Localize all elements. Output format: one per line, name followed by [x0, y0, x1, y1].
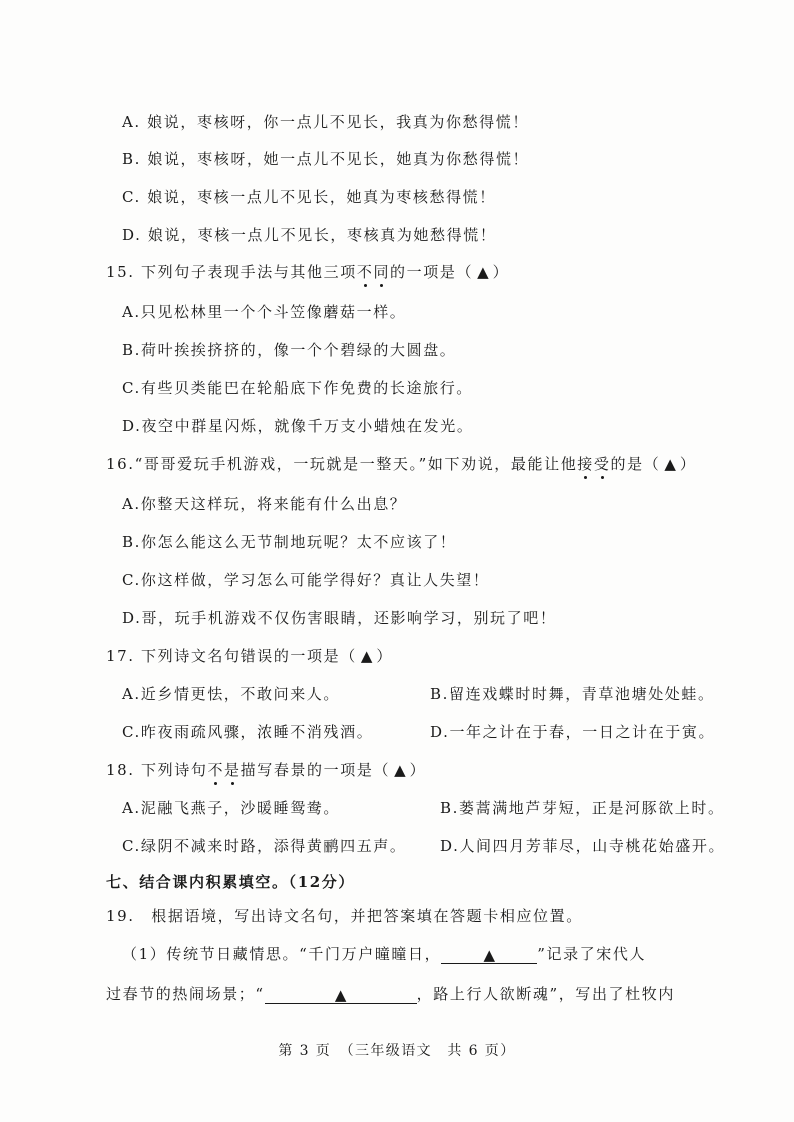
answer-triangle-icon: ▲ — [477, 263, 489, 281]
q15-option-d: D.夜空中群星闪烁，就像千万支小蜡烛在发光。 — [122, 417, 474, 435]
emphasis-char: 同 — [373, 263, 391, 281]
answer-triangle-icon: ▲ — [664, 455, 676, 473]
answer-triangle-icon: ▲ — [394, 761, 406, 779]
answer-triangle-icon: ▲ — [483, 946, 495, 964]
q14-option-b: B. 娘说，枣核呀，她一点儿不见长，她真为你愁得慌！ — [122, 150, 530, 168]
answer-triangle-icon: ▲ — [334, 986, 347, 1004]
q14-option-a: A. 娘说，枣核呀，你一点儿不见长，我真为你愁得慌！ — [122, 113, 529, 131]
q18-option-b: B.蒌蒿满地芦芽短，正是河豚欲上时。 — [440, 799, 725, 817]
q17-option-b: B.留连戏蝶时时舞，青草池塘处处蛙。 — [430, 685, 715, 703]
emphasis-char: 接 — [577, 455, 594, 473]
q18-stem: 18. 下列诗句不是描写春景的一项是（ ▲ ） — [106, 761, 427, 779]
q18-option-c: C.绿阴不减来时路，添得黄鹂四五声。 — [122, 837, 407, 855]
q15-stem: 15. 下列句子表现手法与其他三项不同的一项是（ ▲ ） — [106, 263, 510, 281]
q15-option-c: C.有些贝类能巴在轮船底下作免费的长途旅行。 — [122, 379, 473, 397]
emphasis-char: 不 — [356, 263, 374, 281]
q14-option-d: D. 娘说，枣核一点儿不见长，枣核真为她愁得慌！ — [122, 226, 497, 244]
q19-line-1: （1）传统节日藏情思。“千门万户曈曈日， ▲ ”记录了宋代人 — [122, 945, 647, 964]
q17-option-c: C.昨夜雨疏风骤，浓睡不消残酒。 — [122, 723, 374, 741]
q18-option-d: D.人间四月芳菲尽，山寺桃花始盛开。 — [440, 837, 726, 855]
answer-triangle-icon: ▲ — [360, 647, 373, 665]
answer-blank — [441, 945, 537, 964]
q16-option-b: B.你怎么能这么无节制地玩呢？太不应该了！ — [122, 533, 457, 551]
q14-option-c: C. 娘说，枣核一点儿不见长，她真为枣核愁得慌！ — [122, 188, 496, 206]
emphasis-char: 是 — [224, 761, 241, 779]
q16-option-a: A.你整天这样玩，将来能有什么出息？ — [122, 495, 407, 513]
q16-stem: 16.“哥哥爱玩手机游戏，一玩就是一整天。”如下劝说，最能让他接受的是（ ▲ ） — [106, 455, 697, 473]
answer-blank — [265, 985, 417, 1004]
q17-stem: 17. 下列诗文名句错误的一项是（ ▲ ） — [106, 647, 393, 665]
q17-option-a: A.近乡情更怯，不敢问来人。 — [122, 685, 341, 703]
emphasis-char: 不 — [207, 761, 225, 779]
section-7-title: 七、结合课内积累填空。（12分） — [106, 873, 355, 891]
q16-option-d: D.哥，玩手机游戏不仅伤害眼睛，还影响学习，别玩了吧！ — [122, 609, 557, 627]
q15-option-b: B.荷叶挨挨挤挤的，像一个个碧绿的大圆盘。 — [122, 341, 457, 359]
emphasis-char: 受 — [593, 455, 611, 473]
q17-option-d: D.一年之计在于春，一日之计在于寅。 — [430, 723, 716, 741]
q19-line-2: 过春节的热闹场景；“ ▲ ，路上行人欲断魂”，写出了杜牧内 — [106, 985, 675, 1004]
q16-option-c: C.你这样做，学习怎么可能学得好？真让人失望！ — [122, 571, 490, 589]
page-footer: 第 3 页 （三年级语文 共 6 页） — [278, 1043, 516, 1059]
q19-stem: 19. 根据语境，写出诗文名句，并把答案填在答题卡相应位置。 — [106, 907, 583, 925]
q18-option-a: A.泥融飞燕子，沙暖睡鸳鸯。 — [122, 799, 341, 817]
q15-option-a: A.只见松林里一个个斗笠像蘑菇一样。 — [122, 303, 407, 321]
